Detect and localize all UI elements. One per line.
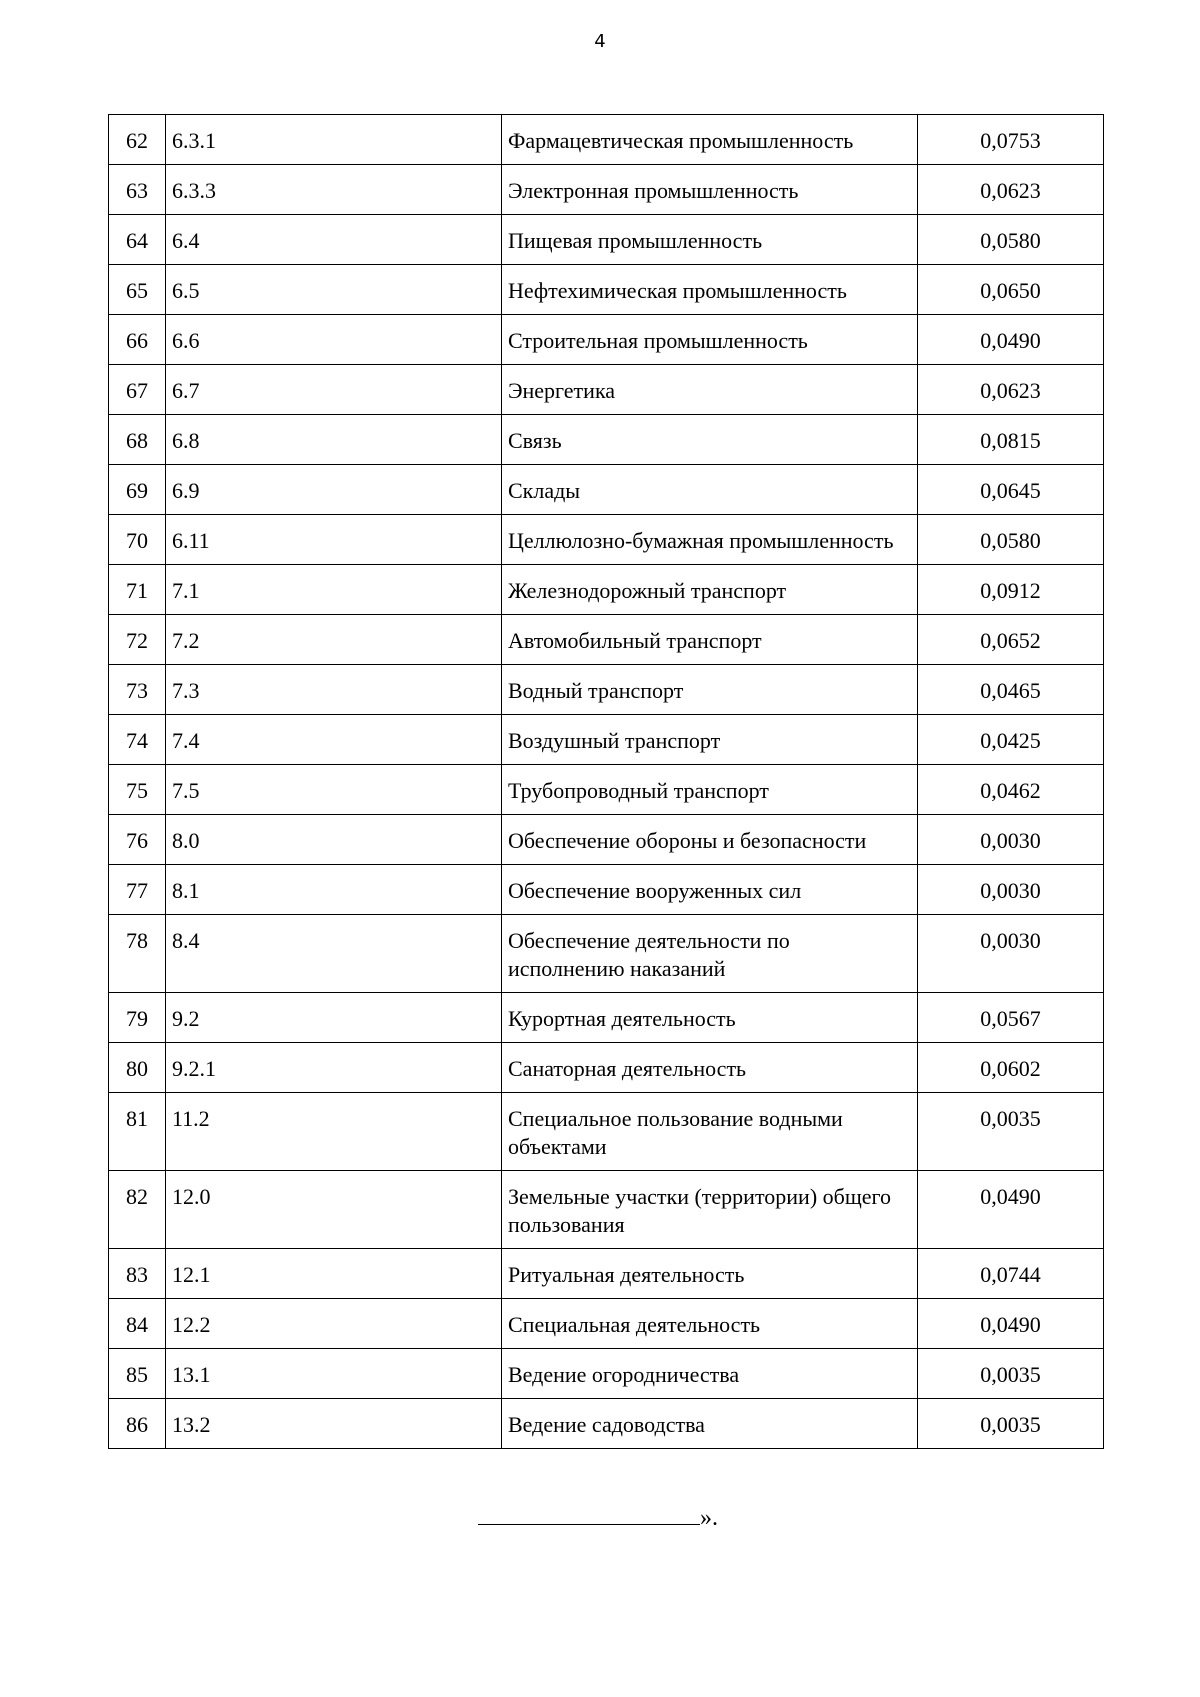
row-code-cell: 11.2 xyxy=(166,1093,502,1171)
row-number-cell: 70 xyxy=(109,515,166,565)
row-number-cell: 69 xyxy=(109,465,166,515)
row-name-cell: Ведение садоводства xyxy=(502,1399,918,1449)
row-name-cell: Специальная деятельность xyxy=(502,1299,918,1349)
row-code-cell: 6.6 xyxy=(166,315,502,365)
row-name-cell: Фармацевтическая промышленность xyxy=(502,115,918,165)
row-value-cell: 0,0490 xyxy=(918,1171,1104,1249)
row-name-cell: Энергетика xyxy=(502,365,918,415)
row-value-cell: 0,0030 xyxy=(918,915,1104,993)
row-name-cell: Электронная промышленность xyxy=(502,165,918,215)
closing-line xyxy=(478,1500,718,1533)
table-row xyxy=(109,265,1104,315)
closing-quote-mark: ». xyxy=(700,1505,718,1531)
row-number-cell: 68 xyxy=(109,415,166,465)
row-name-cell: Трубопроводный транспорт xyxy=(502,765,918,815)
row-name-cell: Курортная деятельность xyxy=(502,993,918,1043)
row-value-cell: 0,0035 xyxy=(918,1399,1104,1449)
row-value-cell: 0,0815 xyxy=(918,415,1104,465)
row-code-cell: 6.3.1 xyxy=(166,115,502,165)
table-row xyxy=(109,815,1104,865)
row-number-cell: 64 xyxy=(109,215,166,265)
row-code-cell: 12.2 xyxy=(166,1299,502,1349)
table-row xyxy=(109,1093,1104,1171)
row-code-cell: 8.1 xyxy=(166,865,502,915)
table-row xyxy=(109,215,1104,265)
row-number-cell: 76 xyxy=(109,815,166,865)
table-row xyxy=(109,115,1104,165)
table-row xyxy=(109,993,1104,1043)
table-row xyxy=(109,1349,1104,1399)
row-name-cell: Специальное пользование водными объектами xyxy=(502,1093,918,1171)
row-number-cell: 80 xyxy=(109,1043,166,1093)
row-code-cell: 7.3 xyxy=(166,665,502,715)
row-code-cell: 13.2 xyxy=(166,1399,502,1449)
row-code-cell: 6.7 xyxy=(166,365,502,415)
row-value-cell: 0,0602 xyxy=(918,1043,1104,1093)
row-code-cell: 8.0 xyxy=(166,815,502,865)
row-name-cell: Связь xyxy=(502,415,918,465)
row-value-cell: 0,0580 xyxy=(918,215,1104,265)
row-value-cell: 0,0490 xyxy=(918,315,1104,365)
row-value-cell: 0,0650 xyxy=(918,265,1104,315)
row-number-cell: 85 xyxy=(109,1349,166,1399)
table-row xyxy=(109,1171,1104,1249)
table-row xyxy=(109,865,1104,915)
row-value-cell: 0,0645 xyxy=(918,465,1104,515)
row-value-cell: 0,0623 xyxy=(918,365,1104,415)
row-value-cell: 0,0030 xyxy=(918,865,1104,915)
row-number-cell: 74 xyxy=(109,715,166,765)
table-row xyxy=(109,915,1104,993)
row-code-cell: 6.8 xyxy=(166,415,502,465)
table-row xyxy=(109,715,1104,765)
row-name-cell: Строительная промышленность xyxy=(502,315,918,365)
row-number-cell: 75 xyxy=(109,765,166,815)
table-row xyxy=(109,765,1104,815)
row-value-cell: 0,0425 xyxy=(918,715,1104,765)
table-row xyxy=(109,165,1104,215)
row-value-cell: 0,0567 xyxy=(918,993,1104,1043)
row-code-cell: 13.1 xyxy=(166,1349,502,1399)
table-row xyxy=(109,315,1104,365)
row-name-cell: Автомобильный транспорт xyxy=(502,615,918,665)
row-number-cell: 79 xyxy=(109,993,166,1043)
row-number-cell: 86 xyxy=(109,1399,166,1449)
row-number-cell: 73 xyxy=(109,665,166,715)
row-value-cell: 0,0465 xyxy=(918,665,1104,715)
row-code-cell: 9.2 xyxy=(166,993,502,1043)
row-value-cell: 0,0030 xyxy=(918,815,1104,865)
row-code-cell: 7.4 xyxy=(166,715,502,765)
row-code-cell: 6.5 xyxy=(166,265,502,315)
row-value-cell: 0,0035 xyxy=(918,1093,1104,1171)
row-name-cell: Ритуальная деятельность xyxy=(502,1249,918,1299)
row-name-cell: Целлюлозно-бумажная промышленность xyxy=(502,515,918,565)
row-number-cell: 84 xyxy=(109,1299,166,1349)
row-code-cell: 7.1 xyxy=(166,565,502,615)
row-name-cell: Пищевая промышленность xyxy=(502,215,918,265)
table-row xyxy=(109,515,1104,565)
row-number-cell: 67 xyxy=(109,365,166,415)
row-number-cell: 78 xyxy=(109,915,166,993)
page-number: 4 xyxy=(594,31,606,52)
row-code-cell: 12.1 xyxy=(166,1249,502,1299)
table-row xyxy=(109,1399,1104,1449)
row-number-cell: 77 xyxy=(109,865,166,915)
row-number-cell: 63 xyxy=(109,165,166,215)
table-row xyxy=(109,615,1104,665)
row-value-cell: 0,0623 xyxy=(918,165,1104,215)
table-row xyxy=(109,415,1104,465)
row-code-cell: 7.5 xyxy=(166,765,502,815)
row-name-cell: Ведение огородничества xyxy=(502,1349,918,1399)
row-value-cell: 0,0744 xyxy=(918,1249,1104,1299)
table-row xyxy=(109,1299,1104,1349)
row-code-cell: 6.4 xyxy=(166,215,502,265)
row-number-cell: 62 xyxy=(109,115,166,165)
row-name-cell: Земельные участки (территории) общего пользования xyxy=(502,1171,918,1249)
row-code-cell: 9.2.1 xyxy=(166,1043,502,1093)
row-name-cell: Водный транспорт xyxy=(502,665,918,715)
row-value-cell: 0,0912 xyxy=(918,565,1104,615)
row-number-cell: 83 xyxy=(109,1249,166,1299)
table-row xyxy=(109,1043,1104,1093)
row-code-cell: 7.2 xyxy=(166,615,502,665)
row-number-cell: 72 xyxy=(109,615,166,665)
row-value-cell: 0,0462 xyxy=(918,765,1104,815)
row-name-cell: Обеспечение вооруженных сил xyxy=(502,865,918,915)
row-name-cell: Обеспечение деятельности по исполнению наказаний xyxy=(502,915,918,993)
row-value-cell: 0,0490 xyxy=(918,1299,1104,1349)
row-code-cell: 8.4 xyxy=(166,915,502,993)
row-value-cell: 0,0652 xyxy=(918,615,1104,665)
row-number-cell: 71 xyxy=(109,565,166,615)
row-code-cell: 6.9 xyxy=(166,465,502,515)
row-name-cell: Железнодорожный транспорт xyxy=(502,565,918,615)
table-row xyxy=(109,465,1104,515)
table-body xyxy=(109,115,1104,1449)
row-value-cell: 0,0035 xyxy=(918,1349,1104,1399)
row-name-cell: Санаторная деятельность xyxy=(502,1043,918,1093)
row-code-cell: 6.11 xyxy=(166,515,502,565)
row-number-cell: 65 xyxy=(109,265,166,315)
table-row xyxy=(109,565,1104,615)
row-value-cell: 0,0753 xyxy=(918,115,1104,165)
row-name-cell: Воздушный транспорт xyxy=(502,715,918,765)
table-row xyxy=(109,1249,1104,1299)
coefficients-table xyxy=(108,114,1104,1449)
row-name-cell: Нефтехимическая промышленность xyxy=(502,265,918,315)
table-row xyxy=(109,665,1104,715)
row-code-cell: 12.0 xyxy=(166,1171,502,1249)
row-number-cell: 82 xyxy=(109,1171,166,1249)
row-value-cell: 0,0580 xyxy=(918,515,1104,565)
row-name-cell: Обеспечение обороны и безопасности xyxy=(502,815,918,865)
row-code-cell: 6.3.3 xyxy=(166,165,502,215)
signature-underline xyxy=(478,1500,700,1525)
row-number-cell: 66 xyxy=(109,315,166,365)
row-name-cell: Склады xyxy=(502,465,918,515)
row-number-cell: 81 xyxy=(109,1093,166,1171)
table-row xyxy=(109,365,1104,415)
